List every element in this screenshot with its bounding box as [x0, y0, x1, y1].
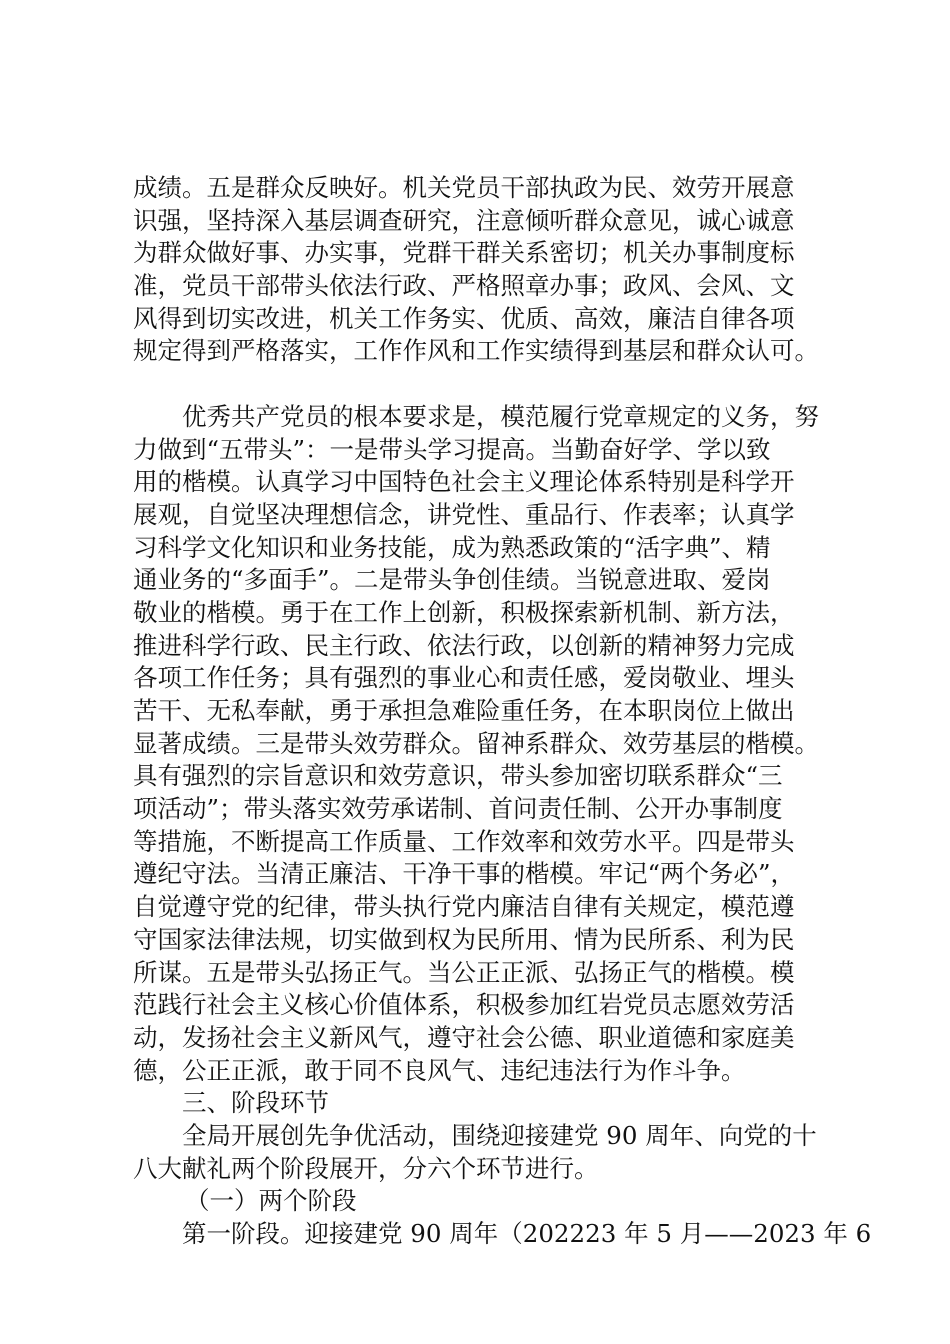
text-line: 八大献礼两个阶段展开，分六个环节进行。 — [133, 1153, 599, 1183]
text-line: 优秀共产党员的根本要求是，模范履行党章规定的义务，努 — [182, 401, 819, 431]
text-line: 推进科学行政、民主行政、依法行政，以创新的精神努力完成 — [133, 630, 795, 660]
section-stages — [133, 1087, 872, 1250]
text-line: 等措施，不断提高工作质量、工作效率和效劳水平。四是带头 — [133, 826, 795, 856]
text-line: 所谋。五是带头弘扬正气。当公正正派、弘扬正气的楷模。模 — [133, 957, 795, 987]
paragraph-achievements — [133, 172, 853, 368]
text-line: 准，党员干部带头依法行政、严格照章办事；政风、会风、文 — [133, 271, 795, 301]
text-line: 识强，坚持深入基层调查研究，注意倾听群众意见，诚心诚意 — [133, 205, 795, 235]
text-line: 动，发扬社会主义新风气，遵守社会公德、职业道德和家庭美 — [133, 1022, 795, 1052]
text-line: 显著成绩。三是带头效劳群众。留神系群众、效劳基层的楷模。 — [133, 728, 819, 758]
text-line: 为群众做好事、办实事，党群干群关系密切；机关办事制度标 — [133, 238, 795, 268]
text-line: 规定得到严格落实，工作作风和工作实绩得到基层和群众认可。 — [133, 336, 819, 366]
text-line: 风得到切实改进，机关工作务实、优质、高效，廉洁自律各项 — [133, 303, 795, 333]
text-line: 习科学文化知识和业务技能，成为熟悉政策的“活字典”、精 — [133, 532, 771, 562]
text-line: 守国家法律法规，切实做到权为民所用、情为民所系、利为民 — [133, 924, 795, 954]
paragraph-five-leads — [133, 401, 853, 1087]
text-line: 力做到“五带头”：一是带头学习提高。当勤奋好学、学以致 — [133, 434, 771, 464]
text-line: 通业务的“多面手”。二是带头争创佳绩。当锐意进取、爱岗 — [133, 565, 771, 595]
text-line: 项活动”；带头落实效劳承诺制、首问责任制、公开办事制度 — [133, 794, 783, 824]
paragraph-spacer — [133, 368, 853, 401]
sub-heading: （一）两个阶段 — [185, 1186, 357, 1216]
text-line: 德，公正正派，敢于同不良风气、违纪违法行为作斗争。 — [133, 1055, 746, 1085]
text-line: 范践行社会主义核心价值体系，积极参加红岩党员志愿效劳活 — [133, 990, 795, 1020]
document-page — [133, 172, 872, 1251]
text-line: 展观，自觉坚决理想信念，讲党性、重品行、作表率；认真学 — [133, 499, 795, 529]
text-line: 具有强烈的宗旨意识和效劳意识，带头参加密切联系群众“三 — [133, 761, 783, 791]
text-line: 用的楷模。认真学习中国特色社会主义理论体系特别是科学开 — [133, 467, 795, 497]
section-heading: 三、阶段环节 — [182, 1088, 329, 1118]
text-line: 苦干、无私奉献，勇于承担急难险重任务，在本职岗位上做出 — [133, 696, 795, 725]
text-line: 全局开展创先争优活动，围绕迎接建党 90 周年、向党的十 — [182, 1120, 817, 1150]
text-line: 敬业的楷模。勇于在工作上创新，积极探索新机制、新方法， — [133, 597, 795, 627]
text-line: 遵纪守法。当清正廉洁、干净干事的楷模。牢记“两个务必”， — [133, 859, 796, 889]
text-line: 第一阶段。迎接建党 90 周年（202223 年 5 月——2023 年 6 — [182, 1219, 872, 1248]
text-line: 各项工作任务；具有强烈的事业心和责任感，爱岗敬业、埋头 — [133, 663, 795, 693]
text-line: 自觉遵守党的纪律，带头执行党内廉洁自律有关规定，模范遵 — [133, 892, 795, 922]
text-line: 成绩。五是群众反映好。机关党员干部执政为民、效劳开展意 — [133, 173, 795, 202]
